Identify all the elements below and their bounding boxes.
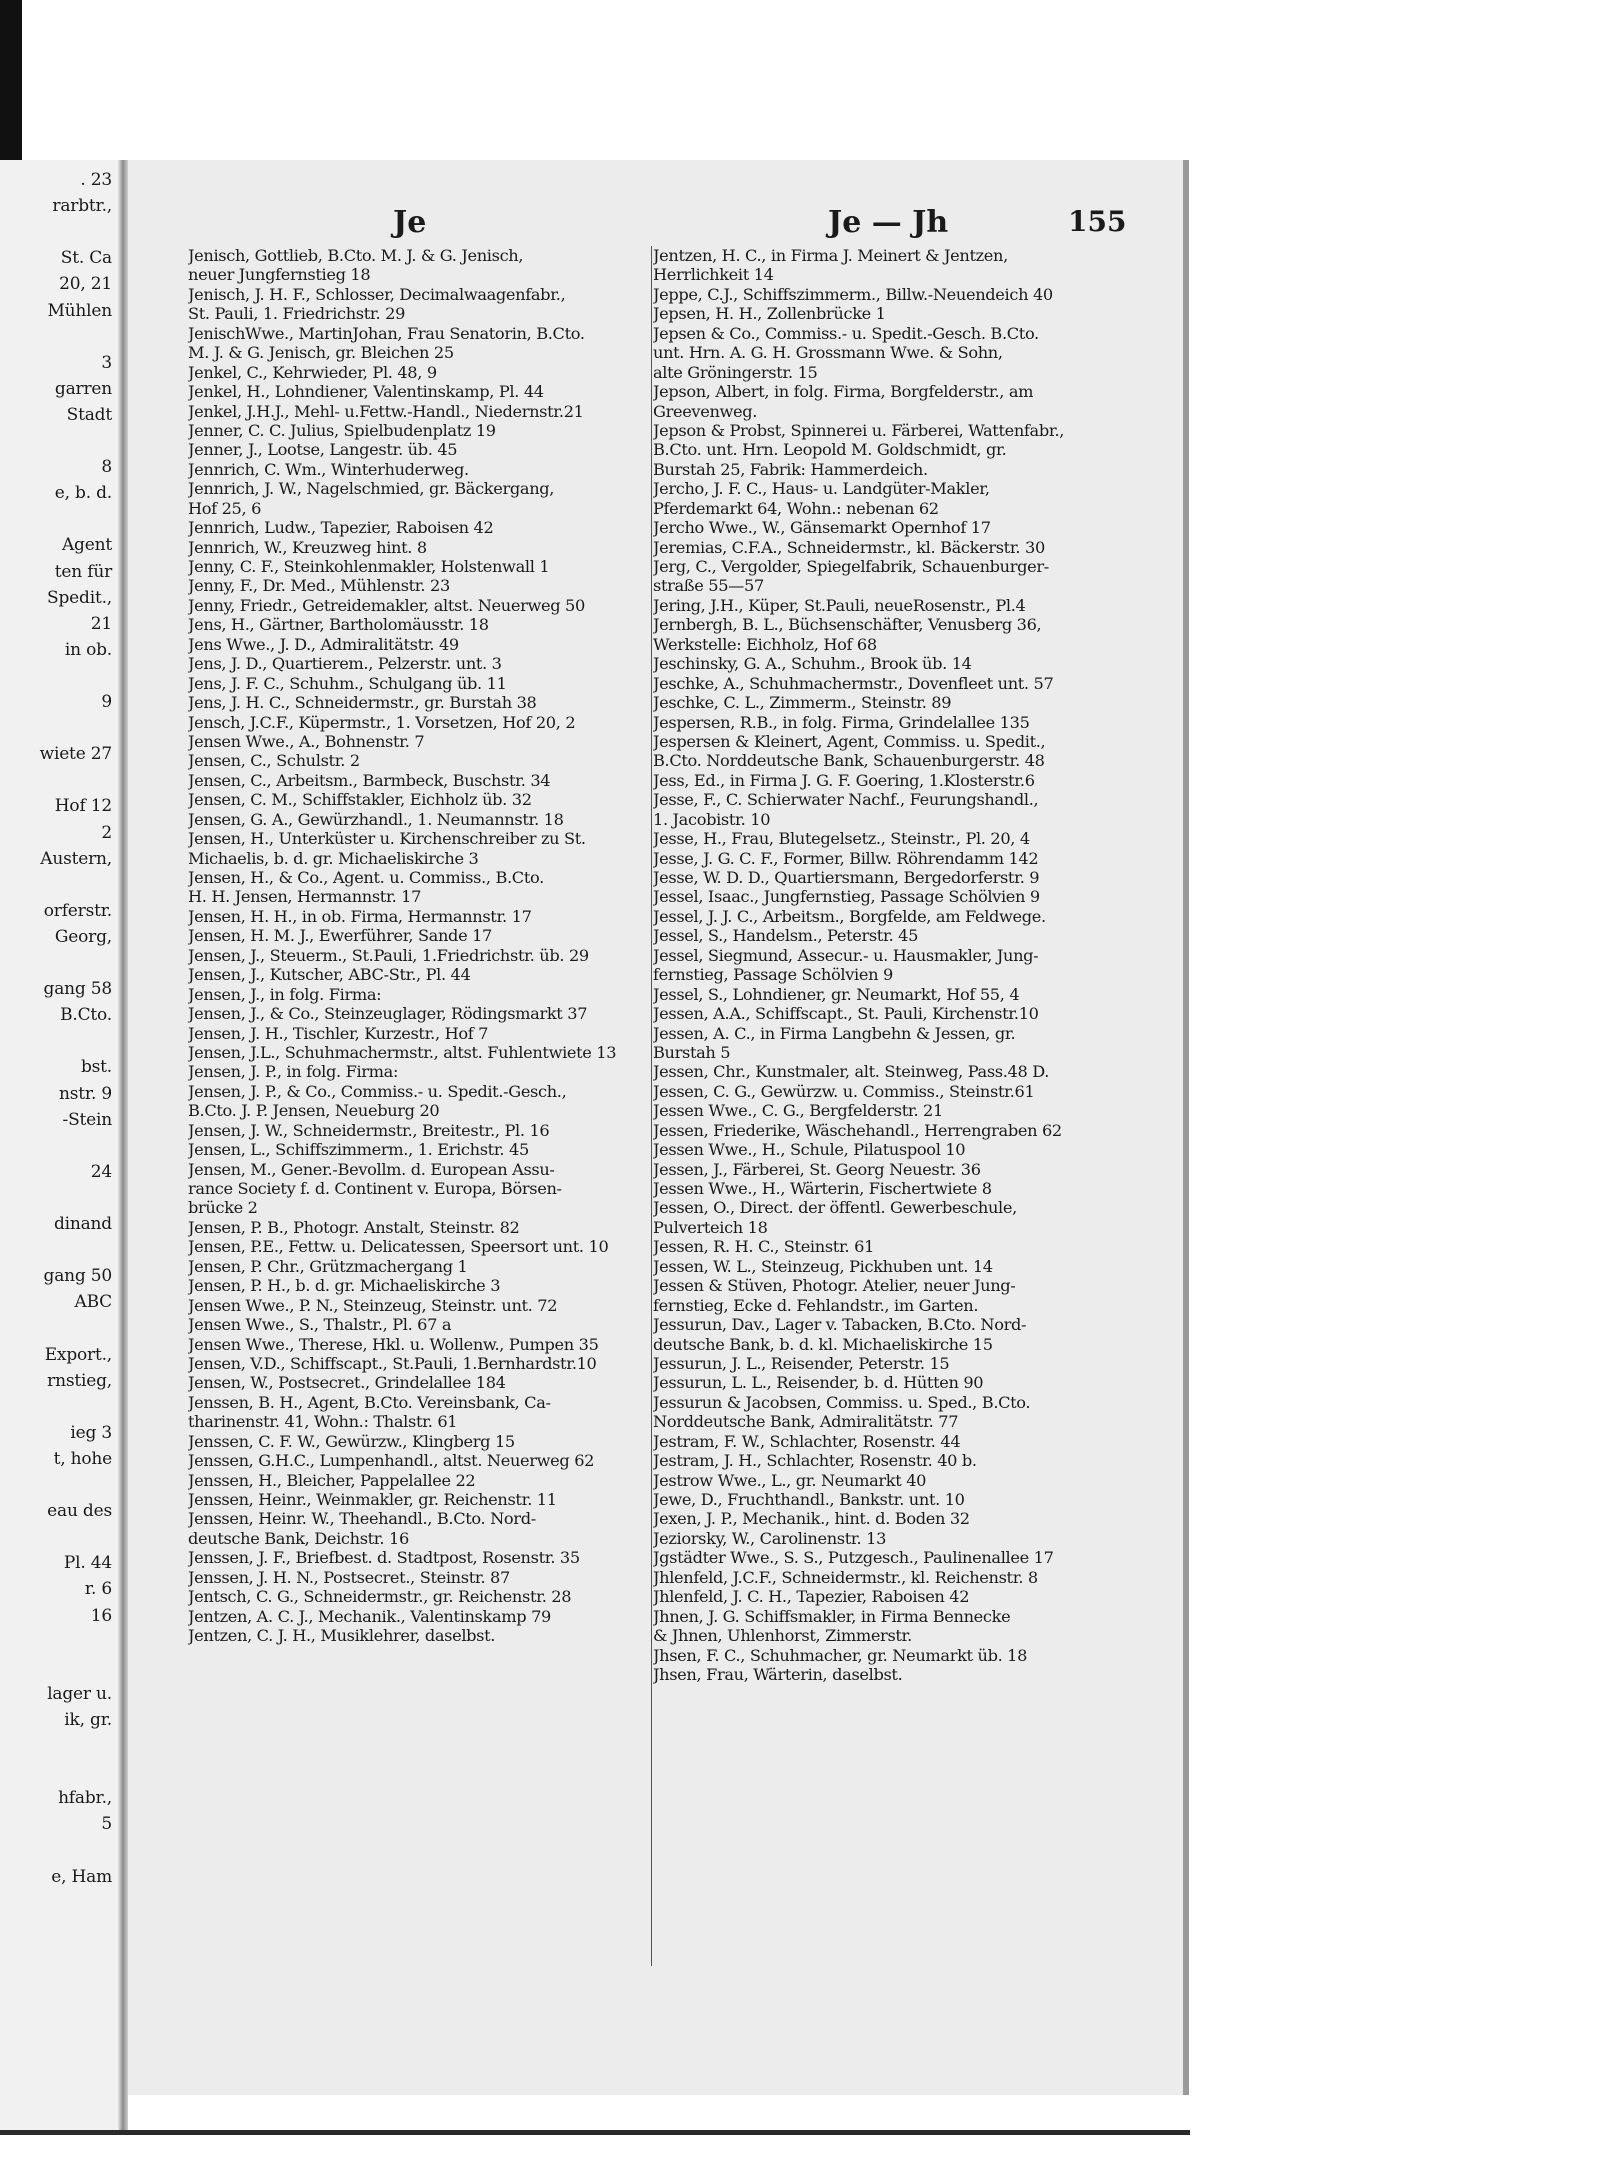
directory-entry-line: Jensen, H., Unterküster u. Kirchenschreiber zu St. — [188, 829, 586, 849]
directory-entry-line: Jensen, H., & Co., Agent. u. Commiss., B.Cto. — [188, 868, 544, 887]
directory-entry-line: Jessel, J. J. C., Arbeitsm., Borgfelde, am Feldwege. — [653, 906, 1046, 926]
directory-entry-line: Jestram, J. H., Schlachter, Rosenstr. 40 b. — [653, 1451, 977, 1471]
left-page-fragment: rarbtr., — [52, 196, 112, 217]
directory-entry-line: Jessel, S., Handelsm., Peterstr. 45 — [653, 926, 919, 946]
directory-entry-line: Jessurun, L. L., Reisender, b. d. Hütten 90 — [653, 1373, 984, 1393]
directory-entry-line: Jering, J.H., Küper, St.Pauli, neueRosenstr., Pl.4 — [653, 595, 1026, 615]
left-page-fragment: gang 50 — [43, 1266, 112, 1287]
directory-entry-line: 1. Jacobistr. 10 — [653, 809, 771, 829]
directory-entry-line: Jensen, H. M. J., Ewerführer, Sande 17 — [188, 926, 492, 946]
directory-entry-line: Jessen, A.A., Schiffscapt., St. Pauli, Kirchenstr.10 — [653, 1004, 1039, 1024]
directory-entry-line: Jensen Wwe., Therese, Hkl. u. Wollenw., Pumpen 35 — [188, 1334, 599, 1354]
directory-entry-line: Jens, J. D., Quartierem., Pelzerstr. unt. 3 — [188, 654, 502, 674]
directory-entry-line: Jenisch, Gottlieb, B.Cto. M. J. & G. Jenisch, — [188, 246, 524, 265]
directory-entry-line: Jenssen, G.H.C., Lumpenhandl., altst. Neuerweg 62 — [188, 1451, 595, 1471]
entries-column-left — [188, 246, 650, 1646]
directory-entry-line: B.Cto. Norddeutsche Bank, Schauenburgerstr. 48 — [653, 751, 1045, 771]
left-page-fragment: gang 58 — [43, 979, 112, 1000]
directory-entry-line: Jesse, H., Frau, Blutegelsetz., Steinstr., Pl. 20, 4 — [653, 829, 1030, 849]
page-number: 155 — [1068, 205, 1127, 238]
left-page-fragment: r. 6 — [84, 1579, 112, 1600]
directory-entry-line: Jenssen, Heinr. W., Theehandl., B.Cto. Nord- — [188, 1509, 536, 1529]
directory-entry-line: Jensen, P. Chr., Grützmachergang 1 — [188, 1256, 468, 1276]
directory-entry-line: Jeschke, A., Schuhmachermstr., Dovenfleet unt. 57 — [653, 673, 1054, 693]
left-page-fragment: nstr. 9 — [59, 1083, 112, 1104]
left-page-fragment: dinand — [53, 1214, 112, 1234]
left-page-fragment: 16 — [90, 1605, 112, 1626]
directory-entry-line: Herrlichkeit 14 — [653, 265, 774, 285]
directory-entry-line: Jennrich, C. Wm., Winterhuderweg. — [188, 459, 469, 479]
left-page-fragment: garren — [54, 378, 112, 399]
directory-entry-line: Michaelis, b. d. gr. Michaeliskirche 3 — [188, 848, 479, 868]
directory-entry-line: Jepson, Albert, in folg. Firma, Borgfelderstr., am — [653, 382, 1034, 402]
left-page-fragment: wiete 27 — [39, 744, 112, 765]
directory-entry-line: Jercho Wwe., W., Gänsemarkt Opernhof 17 — [653, 518, 991, 538]
directory-entry-line: Jenssen, B. H., Agent, B.Cto. Vereinsbank, Ca- — [188, 1392, 551, 1412]
directory-entry-line: Jensen, C., Arbeitsm., Barmbeck, Buschstr. 34 — [188, 770, 551, 790]
directory-entry-line: Jens, H., Gärtner, Bartholomäusstr. 18 — [188, 615, 489, 635]
directory-entry-line: Jenkel, C., Kehrwieder, Pl. 48, 9 — [188, 362, 437, 382]
directory-entry-line: Burstah 5 — [653, 1042, 731, 1062]
directory-entry-line: Jestram, F. W., Schlachter, Rosenstr. 44 — [653, 1431, 961, 1451]
directory-entry-line: Jeziorsky, W., Carolinenstr. 13 — [653, 1528, 887, 1548]
directory-entry-line: Jensen, V.D., Schiffscapt., St.Pauli, 1.Bernhardstr.10 — [188, 1353, 597, 1373]
directory-entry-line: Jernbergh, B. L., Büchsenschäfter, Venusberg 36, — [653, 615, 1042, 635]
directory-entry-line: Jensen, J.L., Schuhmachermstr., altst. Fuhlentwiete 13 — [188, 1042, 617, 1062]
directory-entry-line: Jessen, Friederike, Wäschehandl., Herrengraben 62 — [653, 1120, 1062, 1140]
directory-entry-line: Jeremias, C.F.A., Schneidermstr., kl. Bäckerstr. 30 — [653, 537, 1045, 557]
directory-entry-line: Jexen, J. P., Mechanik., hint. d. Boden 32 — [653, 1509, 970, 1529]
left-page-fragment: eau des — [47, 1501, 112, 1522]
left-page-fragment: ABC — [74, 1292, 112, 1313]
left-page-fragment: 24 — [90, 1161, 112, 1182]
directory-entry-line: Jenssen, Heinr., Weinmakler, gr. Reichenstr. 11 — [188, 1490, 557, 1509]
directory-entry-line: Jessen, W. L., Steinzeug, Pickhuben unt. 14 — [653, 1256, 993, 1276]
directory-entry-line: Jessen Wwe., H., Schule, Pilatuspool 10 — [653, 1140, 966, 1160]
directory-entry-line: Jeschinsky, G. A., Schuhm., Brook üb. 14 — [653, 654, 972, 674]
directory-entry-line: Jens Wwe., J. D., Admiralitätstr. 49 — [188, 634, 459, 654]
directory-entry-line: Jesse, J. G. C. F., Former, Billw. Röhrendamm 142 — [653, 848, 1039, 868]
directory-entry-line: brücke 2 — [188, 1198, 258, 1218]
left-page-fragment: lager u. — [47, 1683, 112, 1704]
directory-entry-line: Jeppe, C.J., Schiffszimmerm., Billw.-Neuendeich 40 — [653, 284, 1053, 304]
directory-entry-line: Jessel, S., Lohndiener, gr. Neumarkt, Hof 55, 4 — [653, 984, 1020, 1004]
directory-entry-line: Jensen, P. H., b. d. gr. Michaeliskirche 3 — [188, 1276, 501, 1296]
directory-entry-line: Jensen, L., Schiffszimmerm., 1. Erichstr. 45 — [188, 1140, 529, 1160]
left-page-fragment: t, hohe — [53, 1448, 112, 1469]
directory-entry-line: Jenisch, J. H. F., Schlosser, Decimalwaagenfabr., — [188, 284, 566, 304]
left-page-fragment: Stadt — [66, 404, 112, 425]
bottom-margin — [0, 2135, 1600, 2177]
directory-entry-line: Pferdemarkt 64, Wohn.: nebenan 62 — [653, 498, 939, 518]
left-page-fragment: ik, gr. — [64, 1709, 112, 1730]
directory-entry-line: Jhnen, J. G. Schiffsmakler, in Firma Bennecke — [653, 1606, 1011, 1626]
left-page-fragment: in ob. — [64, 639, 112, 660]
directory-entry-line: Jerg, C., Vergolder, Spiegelfabrik, Schauenburger- — [653, 557, 1049, 576]
directory-entry-line: Jensen Wwe., P. N., Steinzeug, Steinstr. unt. 72 — [188, 1295, 558, 1315]
left-page-fragment: St. Ca — [60, 248, 112, 269]
directory-entry-line: Jespersen & Kleinert, Agent, Commiss. u. Spedit., — [653, 731, 1046, 751]
left-page-fragment: Export., — [44, 1344, 112, 1365]
directory-entry-line: Jensen, W., Postsecret., Grindelallee 184 — [188, 1373, 506, 1393]
directory-entry-line: Jessen Wwe., C. G., Bergfelderstr. 21 — [653, 1101, 943, 1121]
page-gutter — [118, 160, 128, 2135]
directory-entry-line: Jess, Ed., in Firma J. G. F. Goering, 1.Klosterstr.6 — [653, 770, 1035, 790]
directory-entry-line: Jenkel, J.H.J., Mehl- u.Fettw.-Handl., Niedernstr.21 — [188, 401, 584, 421]
directory-entry-line: Jessen, Chr., Kunstmaler, alt. Steinweg, Pass.48 D. — [653, 1062, 1050, 1082]
directory-entry-line: Jensen, J. P., & Co., Commiss.- u. Spedit.-Gesch., — [188, 1081, 567, 1101]
left-page-edge — [0, 160, 118, 2135]
directory-entry-line: Burstah 25, Fabrik: Hammerdeich. — [653, 459, 928, 479]
directory-entry-line: Jensen, J. H., Tischler, Kurzestr., Hof 7 — [188, 1023, 489, 1043]
directory-entry-line: straße 55—57 — [653, 576, 764, 596]
directory-entry-line: Jgstädter Wwe., S. S., Putzgesch., Paulinenallee 17 — [653, 1548, 1054, 1568]
directory-entry-line: & Jhnen, Uhlenhorst, Zimmerstr. — [653, 1626, 912, 1646]
directory-entry-line: Jensen, P.E., Fettw. u. Delicatessen, Speersort unt. 10 — [188, 1237, 609, 1257]
left-page-fragment: 20, 21 — [59, 274, 112, 295]
directory-entry-line: M. J. & G. Jenisch, gr. Bleichen 25 — [188, 343, 454, 363]
directory-entry-line: Jessen, A. C., in Firma Langbehn & Jessen, gr. — [653, 1023, 1016, 1043]
left-page-fragment: 9 — [101, 692, 112, 712]
directory-entry-line: Jensen, J. W., Schneidermstr., Breitestr., Pl. 16 — [188, 1120, 550, 1140]
directory-entry-line: Jepsen & Co., Commiss.- u. Spedit.-Gesch. B.Cto. — [653, 323, 1039, 343]
directory-entry-line: Jensen, J., Steuerm., St.Pauli, 1.Friedrichstr. üb. 29 — [188, 945, 589, 965]
directory-entry-line: deutsche Bank, Deichstr. 16 — [188, 1528, 409, 1548]
left-page-fragment: Spedit., — [47, 587, 112, 608]
directory-entry-line: Jensen, G. A., Gewürzhandl., 1. Neumannstr. 18 — [188, 809, 564, 829]
directory-entry-line: St. Pauli, 1. Friedrichstr. 29 — [188, 304, 406, 324]
left-page-fragment: 21 — [90, 613, 112, 634]
directory-entry-line: Jhlenfeld, J. C. H., Tapezier, Raboisen 42 — [653, 1587, 970, 1607]
directory-entry-line: Jhsen, F. C., Schuhmacher, gr. Neumarkt üb. 18 — [653, 1645, 1028, 1665]
directory-entry-line: Jessurun, Dav., Lager v. Tabacken, B.Cto. Nord- — [653, 1315, 1027, 1335]
directory-entry-line: Jennrich, Ludw., Tapezier, Raboisen 42 — [188, 518, 494, 538]
left-page-fragment: Pl. 44 — [63, 1553, 112, 1574]
directory-entry-line: Jensen, P. B., Photogr. Anstalt, Steinstr. 82 — [188, 1217, 520, 1237]
directory-page — [128, 160, 1189, 2095]
header-left: Je — [393, 205, 427, 240]
left-page-fragment: Agent — [61, 535, 112, 556]
directory-entry-line: Jennrich, W., Kreuzweg hint. 8 — [188, 537, 427, 557]
directory-entry-line: Jensen Wwe., S., Thalstr., Pl. 67 a — [188, 1315, 452, 1335]
directory-entry-line: Jenssen, C. F. W., Gewürzw., Klingberg 15 — [188, 1431, 515, 1451]
left-page-fragment: e, b. d. — [54, 483, 112, 504]
directory-entry-line: Jenny, Friedr., Getreidemakler, altst. Neuerweg 50 — [188, 595, 585, 615]
directory-entry-line: Jentzen, C. J. H., Musiklehrer, daselbst. — [188, 1626, 496, 1646]
directory-entry-line: unt. Hrn. A. G. H. Grossmann Wwe. & Sohn, — [653, 343, 1003, 363]
directory-entry-line: Jepsen, H. H., Zollenbrücke 1 — [653, 304, 886, 324]
directory-entry-line: Jensen, C., Schulstr. 2 — [188, 751, 360, 771]
directory-entry-line: Jensen, J., & Co., Steinzeuglager, Rödingsmarkt 37 — [188, 1004, 588, 1024]
left-page-fragment: bst. — [80, 1057, 112, 1078]
directory-entry-line: Jesse, F., C. Schierwater Nachf., Feurungshandl., — [653, 790, 1039, 810]
directory-entry-line: Jhsen, Frau, Wärterin, daselbst. — [653, 1664, 903, 1684]
left-page-fragment: Mühlen — [47, 300, 112, 321]
directory-entry-line: Jenny, C. F., Steinkohlenmakler, Holstenwall 1 — [188, 557, 550, 576]
directory-entry-line: Greevenweg. — [653, 401, 758, 421]
directory-entry-line: Jensen, J., in folg. Firma: — [188, 984, 382, 1004]
directory-entry-line: Jentsch, C. G., Schneidermstr., gr. Reichenstr. 28 — [188, 1587, 572, 1607]
directory-entry-line: Jensen, H. H., in ob. Firma, Hermannstr. 17 — [188, 906, 532, 926]
directory-entry-line: Jessel, Isaac., Jungfernstieg, Passage Schölvien 9 — [653, 887, 1040, 907]
directory-entry-line: JenischWwe., MartinJohan, Frau Senatorin, B.Cto. — [188, 323, 585, 343]
left-page-fragment: Austern, — [40, 848, 112, 869]
directory-entry-line: Jessen, C. G., Gewürzw. u. Commiss., Steinstr.61 — [653, 1081, 1035, 1101]
directory-entry-line: Jenny, F., Dr. Med., Mühlenstr. 23 — [188, 576, 450, 596]
directory-entry-line: rance Society f. d. Continent v. Europa, Börsen- — [188, 1179, 562, 1198]
left-page-fragment: Georg, — [54, 926, 112, 947]
directory-entry-line: Jepson & Probst, Spinnerei u. Färberei, Wattenfabr., — [653, 420, 1065, 440]
left-page-fragment: e, Ham — [51, 1866, 112, 1887]
left-page-fragment: -Stein — [62, 1109, 112, 1130]
directory-entry-line: fernstieg, Passage Schölvien 9 — [653, 965, 893, 985]
directory-entry-line: Werkstelle: Eichholz, Hof 68 — [653, 634, 877, 654]
header-center: Je — Jh — [828, 205, 949, 240]
directory-entry-line: Jessurun, J. L., Reisender, Peterstr. 15 — [653, 1353, 950, 1373]
directory-entry-line: Jenssen, J. H. N., Postsecret., Steinstr. 87 — [188, 1567, 510, 1587]
left-page-fragment: B.Cto. — [60, 1005, 112, 1026]
directory-entry-line: Norddeutsche Bank, Admiralitätstr. 77 — [653, 1412, 959, 1432]
directory-entry-line: Jessurun & Jacobsen, Commiss. u. Sped., B.Cto. — [653, 1392, 1031, 1412]
directory-entry-line: Jessel, Siegmund, Assecur.- u. Hausmakler, Jung- — [653, 945, 1039, 965]
directory-entry-line: Jensen Wwe., A., Bohnenstr. 7 — [188, 731, 425, 751]
directory-entry-line: Jessen, J., Färberei, St. Georg Neuestr. 36 — [653, 1159, 981, 1179]
directory-entry-line: B.Cto. unt. Hrn. Leopold M. Goldschmidt, gr. — [653, 440, 1007, 460]
directory-entry-line: deutsche Bank, b. d. kl. Michaeliskirche 15 — [653, 1334, 993, 1354]
directory-entry-line: Jenssen, H., Bleicher, Pappelallee 22 — [188, 1470, 476, 1490]
column-divider — [651, 246, 652, 1966]
directory-entry-line: fernstieg, Ecke d. Fehlandstr., im Garten. — [653, 1295, 979, 1315]
directory-entry-line: Jercho, J. F. C., Haus- u. Landgüter-Makler, — [653, 479, 990, 499]
directory-entry-line: tharinenstr. 41, Wohn.: Thalstr. 61 — [188, 1412, 458, 1432]
left-page-fragment: . 23 — [80, 170, 112, 190]
left-page-fragment: 8 — [101, 457, 112, 478]
directory-entry-line: Hof 25, 6 — [188, 498, 262, 518]
left-page-fragment: hfabr., — [58, 1788, 112, 1809]
directory-entry-line: Jesse, W. D. D., Quartiersmann, Bergedorferstr. 9 — [653, 868, 1040, 887]
left-page-fragment: 3 — [101, 352, 112, 373]
left-page-fragment: ieg 3 — [70, 1422, 112, 1443]
directory-entry-line: Jessen & Stüven, Photogr. Atelier, neuer Jung- — [653, 1276, 1016, 1296]
entries-column-right — [653, 246, 1133, 1684]
directory-entry-line: Pulverteich 18 — [653, 1217, 768, 1237]
directory-entry-line: B.Cto. J. P. Jensen, Neueburg 20 — [188, 1101, 440, 1121]
directory-entry-line: alte Gröningerstr. 15 — [653, 362, 818, 382]
directory-entry-line: Jenner, C. C. Julius, Spielbudenplatz 19 — [188, 420, 496, 440]
directory-entry-line: Jentzen, H. C., in Firma J. Meinert & Jentzen, — [653, 246, 1008, 265]
left-page-fragment: orferstr. — [43, 900, 112, 921]
directory-entry-line: Jensen, C. M., Schiffstakler, Eichholz üb. 32 — [188, 790, 532, 810]
directory-entry-line: Jessen, O., Direct. der öffentl. Gewerbeschule, — [653, 1198, 1017, 1218]
directory-entry-line: Jensen, M., Gener.-Bevollm. d. European Assu- — [188, 1159, 555, 1179]
directory-entry-line: Jennrich, J. W., Nagelschmied, gr. Bäckergang, — [188, 479, 555, 499]
directory-entry-line: Jenner, J., Lootse, Langestr. üb. 45 — [188, 440, 458, 460]
directory-entry-line: Jens, J. F. C., Schuhm., Schulgang üb. 11 — [188, 673, 507, 693]
directory-entry-line: Jeschke, C. L., Zimmerm., Steinstr. 89 — [653, 693, 952, 713]
directory-entry-line: neuer Jungfernstieg 18 — [188, 265, 371, 285]
directory-entry-line: Jewe, D., Fruchthandl., Bankstr. unt. 10 — [653, 1490, 965, 1509]
directory-entry-line: Jestrow Wwe., L., gr. Neumarkt 40 — [653, 1470, 927, 1490]
directory-entry-line: H. H. Jensen, Hermannstr. 17 — [188, 887, 422, 907]
directory-entry-line: Jensen, J. P., in folg. Firma: — [188, 1062, 399, 1082]
directory-entry-line: Jentzen, A. C. J., Mechanik., Valentinskamp 79 — [188, 1606, 551, 1626]
left-page-fragment: 5 — [101, 1814, 112, 1835]
directory-entry-line: Jenkel, H., Lohndiener, Valentinskamp, Pl. 44 — [188, 382, 544, 402]
directory-entry-line: Jensen, J., Kutscher, ABC-Str., Pl. 44 — [188, 965, 471, 985]
left-page-fragment: ten für — [54, 561, 112, 582]
left-page-fragment: 2 — [101, 822, 112, 843]
directory-entry-line: Jens, J. H. C., Schneidermstr., gr. Burstah 38 — [188, 693, 537, 713]
left-page-fragment: rnstieg, — [47, 1370, 112, 1391]
directory-entry-line: Jessen, R. H. C., Steinstr. 61 — [653, 1237, 875, 1257]
directory-entry-line: Jenssen, J. F., Briefbest. d. Stadtpost, Rosenstr. 35 — [188, 1548, 580, 1568]
left-page-fragment: Hof 12 — [54, 796, 112, 817]
directory-entry-line: Jhlenfeld, J.C.F., Schneidermstr., kl. Reichenstr. 8 — [653, 1567, 1038, 1587]
directory-entry-line: Jessen Wwe., H., Wärterin, Fischertwiete 8 — [653, 1179, 992, 1198]
directory-entry-line: Jensch, J.C.F., Küpermstr., 1. Vorsetzen, Hof 20, 2 — [188, 712, 576, 732]
directory-entry-line: Jespersen, R.B., in folg. Firma, Grindelallee 135 — [653, 712, 1030, 732]
